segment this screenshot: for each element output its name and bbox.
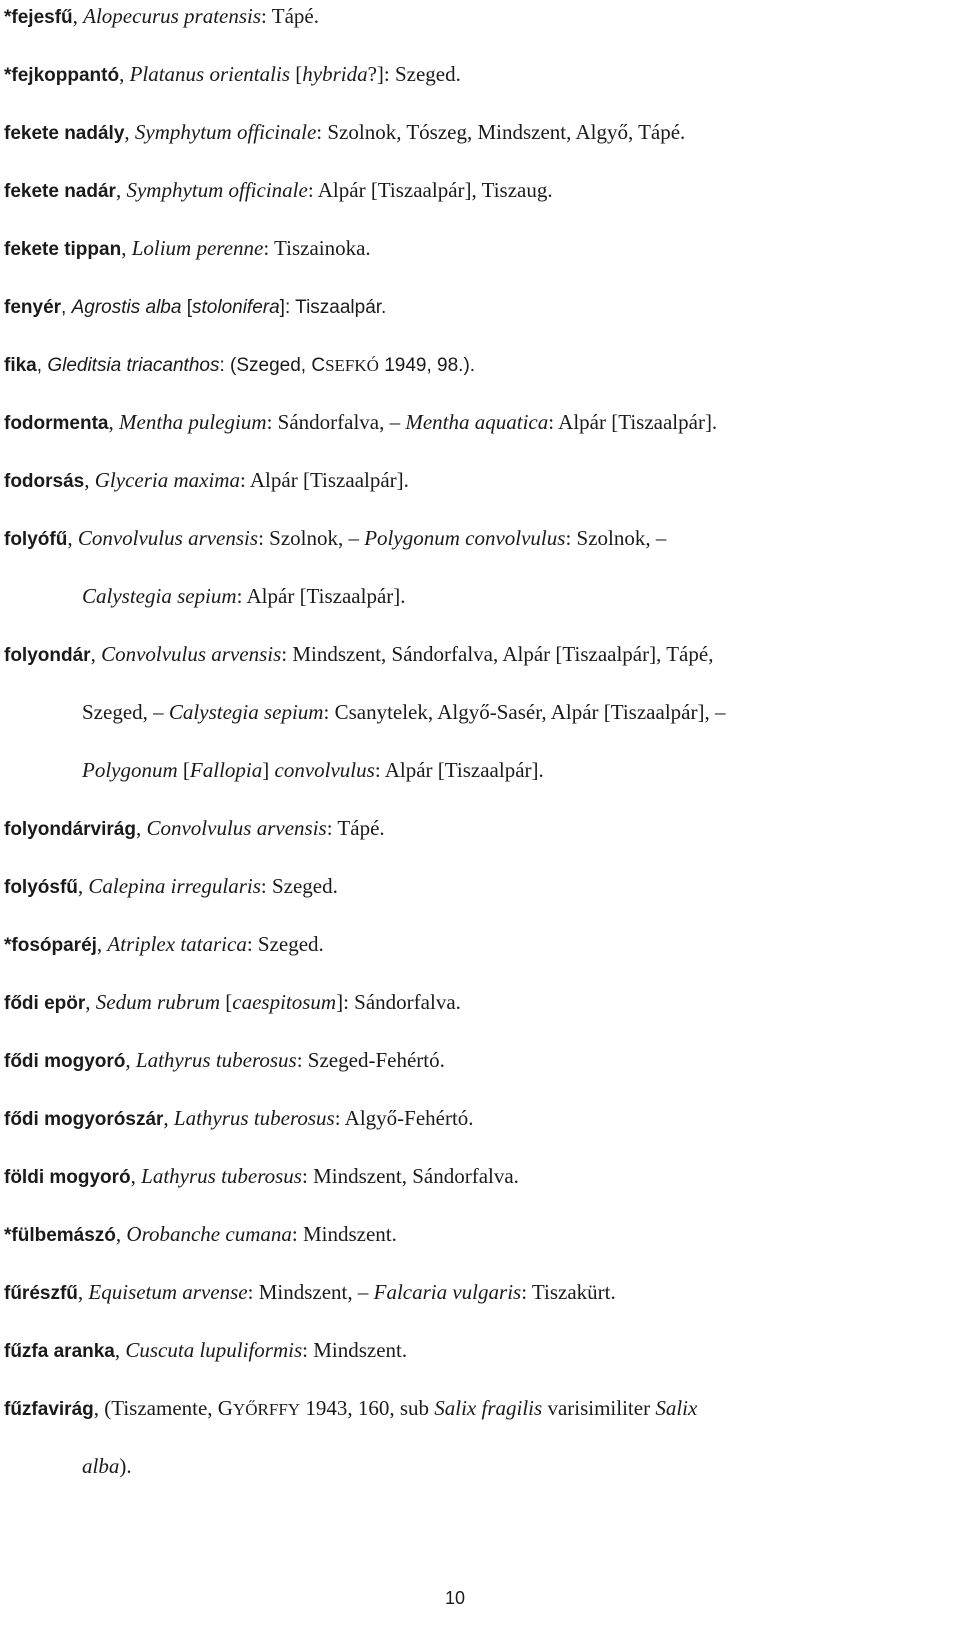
glossary-entry xyxy=(4,466,409,496)
latin-name: Salix xyxy=(655,1396,698,1420)
headword: fűzfa aranka xyxy=(4,1341,115,1362)
latin-name: Alopecurus pratensis xyxy=(83,4,262,28)
entry-text: [ xyxy=(290,62,303,86)
author-smallcaps: YŐRFFY xyxy=(232,1400,301,1419)
latin-name: Agrostis alba xyxy=(71,297,182,318)
latin-name: Calepina irregularis xyxy=(88,874,261,898)
entry-text: : Csanytelek, Algyő-Sasér, Alpár [Tiszaalpár], – xyxy=(323,700,726,724)
headword: fődi epör xyxy=(4,993,86,1014)
entry-text: : Alpár [Tiszaalpár]. xyxy=(548,410,718,434)
entry-text: : Mindszent, Sándorfalva. xyxy=(301,1164,519,1188)
glossary-entry xyxy=(4,988,461,1018)
latin-name: Sedum rubrum xyxy=(95,990,221,1014)
glossary-entry xyxy=(4,118,685,148)
headword: fekete nadály xyxy=(4,123,125,144)
latin-name: Calystegia sepium xyxy=(168,700,324,724)
latin-name: Fallopia xyxy=(189,758,263,782)
latin-name: Lolium perenne xyxy=(131,236,264,260)
latin-name: Polygonum convolvulus xyxy=(364,526,566,550)
entry-text: : Tápé. xyxy=(261,4,319,28)
headword: fűrészfű xyxy=(4,1283,78,1304)
entry-text: , xyxy=(115,1222,127,1246)
entry-text: [ xyxy=(220,990,233,1014)
entry-text: : Szeged. xyxy=(246,932,324,956)
headword: folyófű xyxy=(4,529,68,550)
entry-text: , xyxy=(108,410,119,434)
latin-name: Convolvulus arvensis xyxy=(146,816,327,840)
entry-text: : Alpár [Tiszaalpár]. xyxy=(239,468,409,492)
entry-text: : Alpár [Tiszaalpár]. xyxy=(236,584,406,608)
headword: fika xyxy=(4,355,37,376)
entry-continuation-line xyxy=(82,698,725,726)
entry-text: , xyxy=(90,642,102,666)
headword: fődi mogyoró xyxy=(4,1051,126,1072)
entry-text: , xyxy=(135,816,147,840)
entry-text: : (Szeged, C xyxy=(219,355,326,376)
entry-text: : Mindszent. xyxy=(291,1222,397,1246)
glossary-entry xyxy=(4,1278,616,1308)
glossary-entry xyxy=(4,1046,445,1076)
headword: fekete nadár xyxy=(4,181,116,202)
entry-text: : Szolnok, – xyxy=(565,526,667,550)
entry-text: ]: Sándorfalva. xyxy=(336,990,461,1014)
entry-continuation-line xyxy=(82,1452,132,1480)
headword: folyondár xyxy=(4,645,91,666)
entry-text: , xyxy=(72,4,84,28)
latin-name: Convolvulus arvensis xyxy=(101,642,282,666)
entry-text: : Mindszent, Sándorfalva, Alpár [Tiszaalpár], Tápé, xyxy=(281,642,714,666)
latin-name: Gleditsia triacanthos xyxy=(47,355,220,376)
latin-name: Glyceria maxima xyxy=(94,468,240,492)
entry-text: , xyxy=(77,874,89,898)
glossary-entry xyxy=(4,814,385,844)
headword: fődi mogyorószár xyxy=(4,1109,164,1130)
latin-name: Calystegia sepium xyxy=(82,584,237,608)
glossary-entry xyxy=(4,640,713,670)
entry-text: , xyxy=(85,990,96,1014)
headword: fekete tippan xyxy=(4,239,122,260)
entry-text: [ xyxy=(181,297,192,318)
headword: földi mogyoró xyxy=(4,1167,131,1188)
glossary-entry xyxy=(4,60,461,90)
entry-text: , xyxy=(125,1048,136,1072)
entry-text: , xyxy=(36,355,48,376)
entry-continuation-line xyxy=(82,582,406,610)
glossary-entry xyxy=(4,408,717,438)
author-smallcaps: SEFKÓ xyxy=(325,356,379,375)
latin-name: Cuscuta lupuliformis xyxy=(125,1338,303,1362)
entry-text: : Alpár [Tiszaalpár]. xyxy=(374,758,544,782)
latin-name: Lathyrus tuberosus xyxy=(135,1048,297,1072)
glossary-entry xyxy=(4,234,371,264)
entry-text: : Mindszent, – xyxy=(247,1280,374,1304)
headword: *fejesfű xyxy=(4,7,73,28)
headword: *fülbemászó xyxy=(4,1225,116,1246)
headword: fűzfavirág xyxy=(4,1399,94,1420)
entry-text: , xyxy=(96,932,108,956)
glossary-entry xyxy=(4,176,553,206)
entry-text: Szeged, – xyxy=(82,700,169,724)
latin-name: caespitosum xyxy=(232,990,337,1014)
latin-name: alba xyxy=(82,1454,120,1478)
headword: folyósfű xyxy=(4,877,78,898)
entry-continuation-line xyxy=(82,756,544,784)
entry-text: : Tápé. xyxy=(326,816,385,840)
entry-text: , xyxy=(130,1164,142,1188)
entry-text: 1949, 98.). xyxy=(378,355,476,376)
headword: fodormenta xyxy=(4,413,109,434)
entry-text: , xyxy=(114,1338,126,1362)
entry-text: , xyxy=(119,62,130,86)
latin-name: Equisetum arvense xyxy=(88,1280,248,1304)
entry-text: , xyxy=(77,1280,89,1304)
entry-text: , (Tiszamente, G xyxy=(93,1396,233,1420)
entry-text: , xyxy=(163,1106,174,1130)
entry-text: , xyxy=(115,178,127,202)
glossary-entry xyxy=(4,930,324,960)
entry-text: : Szeged. xyxy=(260,874,338,898)
latin-name: Atriplex tatarica xyxy=(107,932,247,956)
latin-name: Lathyrus tuberosus xyxy=(141,1164,302,1188)
latin-name: Convolvulus arvensis xyxy=(77,526,259,550)
entry-text: : Tiszakürt. xyxy=(521,1280,616,1304)
headword: fenyér xyxy=(4,297,62,318)
latin-name: Symphytum officinale xyxy=(126,178,308,202)
latin-name: Falcaria vulgaris xyxy=(373,1280,522,1304)
page-number: 10 xyxy=(444,1588,466,1608)
glossary-entry xyxy=(4,1336,407,1366)
entry-text: [ xyxy=(177,758,190,782)
latin-name: Orobanche cumana xyxy=(126,1222,292,1246)
entry-text: ]: Tiszaalpár. xyxy=(279,297,387,318)
entry-text: , xyxy=(61,297,72,318)
headword: fodorsás xyxy=(4,471,85,492)
glossary-entry xyxy=(4,1104,474,1134)
latin-name: Mentha pulegium xyxy=(119,410,267,434)
entry-text: : Tiszainoka. xyxy=(263,236,371,260)
glossary-entry xyxy=(4,1162,519,1192)
entry-text: , xyxy=(84,468,95,492)
glossary-entry xyxy=(4,292,386,322)
entry-text: , xyxy=(124,120,135,144)
glossary-entry xyxy=(4,1394,697,1424)
entry-text: : Algyő-Fehértó. xyxy=(334,1106,474,1130)
latin-name: Platanus orientalis xyxy=(129,62,290,86)
headword: *fosóparéj xyxy=(4,935,97,956)
latin-name: convolvulus xyxy=(274,758,375,782)
entry-text: : Alpár [Tiszaalpár], Tiszaug. xyxy=(307,178,553,202)
headword: folyondárvirág xyxy=(4,819,136,840)
latin-name: hybrida xyxy=(302,62,368,86)
entry-text: , xyxy=(67,526,78,550)
latin-name: Mentha aquatica xyxy=(405,410,549,434)
latin-name: stolonifera xyxy=(192,297,280,318)
glossary-entry xyxy=(4,872,338,902)
glossary-entry xyxy=(4,524,666,554)
entry-text: , xyxy=(121,236,132,260)
entry-text: : Sándorfalva, – xyxy=(266,410,406,434)
latin-name: Symphytum officinale xyxy=(134,120,317,144)
entry-text: : Szolnok, – xyxy=(258,526,365,550)
entry-text: 1943, 160, sub xyxy=(300,1396,435,1420)
latin-name: Polygonum xyxy=(82,758,178,782)
entry-text: ?]: Szeged. xyxy=(367,62,461,86)
entry-text: : Mindszent. xyxy=(302,1338,408,1362)
entry-text: : Szolnok, Tószeg, Mindszent, Algyő, Tápé. xyxy=(316,120,686,144)
latin-name: Lathyrus tuberosus xyxy=(173,1106,335,1130)
entry-text: varisimiliter xyxy=(542,1396,656,1420)
entry-text: ] xyxy=(262,758,275,782)
entry-text: : Szeged-Fehértó. xyxy=(296,1048,445,1072)
latin-name: Salix fragilis xyxy=(434,1396,543,1420)
entry-text: ). xyxy=(119,1454,132,1478)
glossary-entry xyxy=(4,2,319,32)
glossary-entry xyxy=(4,1220,397,1250)
glossary-entry xyxy=(4,350,475,380)
headword: *fejkoppantó xyxy=(4,65,120,86)
